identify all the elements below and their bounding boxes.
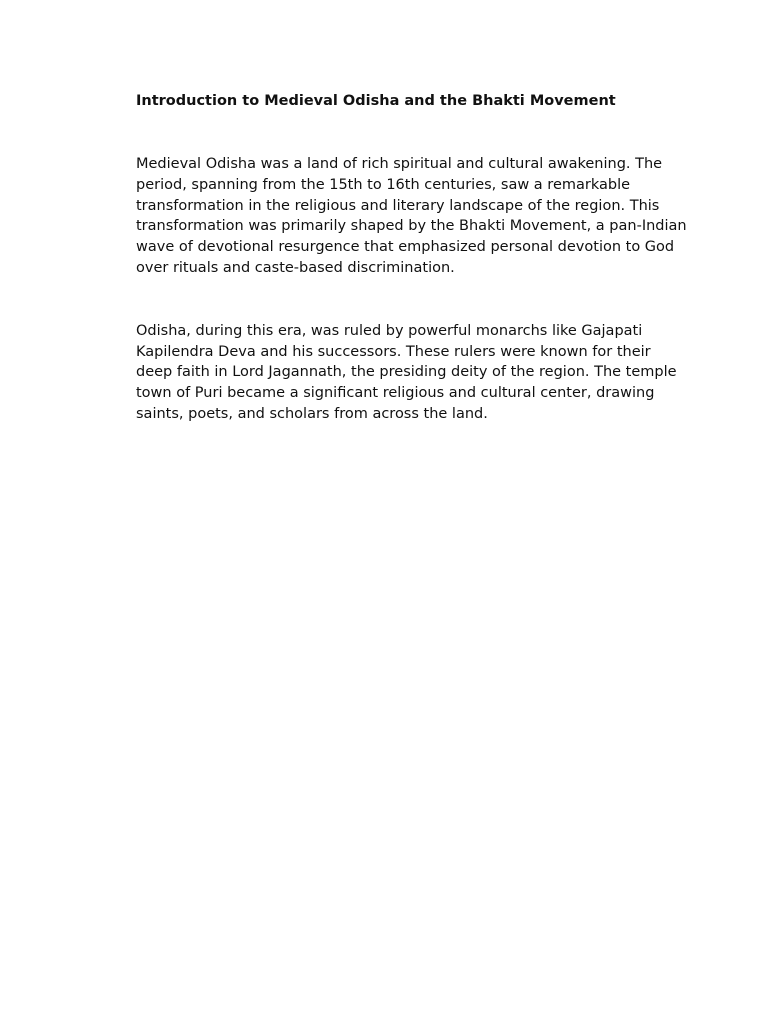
document-title: Introduction to Medieval Odisha and the Bhakti Movement (136, 93, 616, 109)
document-body (136, 90, 688, 467)
paragraph-2: Odisha, during this era, was ruled by powerful monarchs like Gajapati Kapilendra Deva and his successors. These rulers were known for their deep faith in Lord Jagannath, the presiding deity of the region. The temple town of Puri became a significant religious and cultural center, drawing saints, poets, and scholars from across the land. (136, 322, 677, 422)
paragraph-1: Medieval Odisha was a land of rich spiritual and cultural awakening. The period, spanning from the 15th to 16th centuries, saw a remarkable transformation in the religious and literary landscape of the region. This transformation was primarily shaped by the Bhakti Movement, a pan-Indian wave of devotional resurgence that emphasized personal devotion to God over rituals and caste-based discrimination. (136, 156, 687, 276)
